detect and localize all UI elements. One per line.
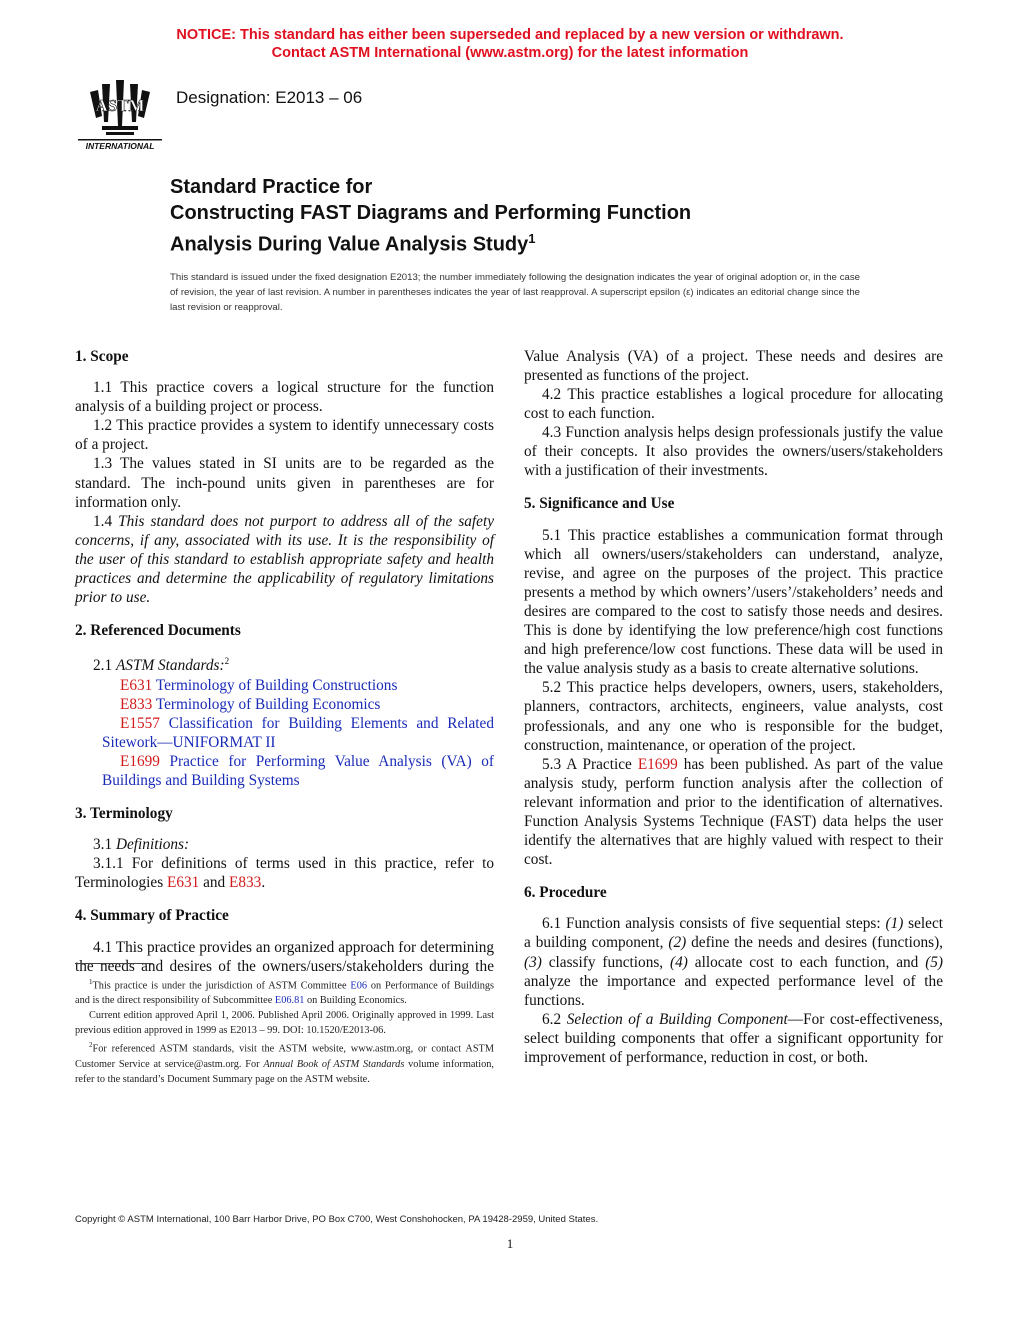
- paragraph-5-2: 5.2 This practice helps developers, owners, users, stakeholders, planners, contractors, architects, engineers, value analysts, cost professionals, and any one who is responsible for the budget, construction, maintenance, or operation of the project.: [524, 679, 943, 754]
- reference-item[interactable]: E1557 Classification for Building Elements and Related Sitework—UNIFORMAT II: [102, 714, 494, 751]
- paragraph-6-2: 6.2 Selection of a Building Component—For cost-effectiveness, select building components that offer a significant opportunity for improvement of performance, reduction in cost, or both.: [524, 1010, 943, 1066]
- reference-item[interactable]: E1699 Practice for Performing Value Analysis (VA) of Buildings and Building Systems: [102, 752, 495, 789]
- paragraph-5-1: 5.1 This practice establishes a communication format through which all owners/users/stakeholders can understand, analyze, revise, and agree on the purposes of the project. This practice presents a method by which owners’/users’/stakeholders’ needs and desires are compared to the cost to satisfy those needs and desires. This is done by identifying the low preference/high cost functions and high preference/low cost functions. These data will be used in the value analysis study as a basis to create alternative solutions.: [524, 526, 943, 678]
- paragraph-5-3: 5.3 A Practice E1699 has been published. As part of the value analysis study, perform function analysis after the collection of relevant information and prior to the identification of alternatives. Function Analysis Systems Technique (FAST) data helps the user identify the alternatives that are highly valued with respect to their cost.: [524, 755, 944, 869]
- astm-logo: [72, 76, 164, 152]
- logo-letters: ASTM: [95, 96, 145, 115]
- section-heading-procedure: 6. Procedure: [524, 884, 607, 902]
- section-heading-terminology: 3. Terminology: [75, 805, 173, 823]
- title-line-2: Constructing FAST Diagrams and Performing Function: [170, 202, 692, 224]
- paragraph-1-4: 1.4 This standard does not purport to address all of the safety concerns, if any, associated with its use. It is the responsibility of the user of this standard to establish appropriate safety and health practices and determine the applicability of regulatory limitations prior to use.: [75, 512, 495, 607]
- title-footnote-marker: 1: [528, 231, 536, 246]
- link-e06[interactable]: E06: [350, 980, 367, 992]
- page-number: 1: [506, 1236, 514, 1251]
- title-line-1: Standard Practice for: [170, 176, 373, 198]
- withdrawal-notice: [0, 26, 1020, 62]
- section-heading-scope: 1. Scope: [75, 348, 129, 365]
- paragraph-4-1: 4.1 This practice provides an organized approach for determining the needs and desires of the owners/users/stakeholders during the: [75, 938, 494, 975]
- paragraph-4-3: 4.3 Function analysis helps design professionals justify the value of their concepts. It also provides the owners/users/stakeholders with a justification of their investments.: [524, 424, 943, 480]
- footnotes: [75, 975, 494, 1087]
- footnote-rule: [75, 963, 153, 964]
- paragraph-1-3: 1.3 The values stated in SI units are to be regarded as the standard. The inch-pound units given in parentheses are for information only.: [75, 455, 494, 511]
- section-heading-summary: 4. Summary of Practice: [75, 907, 229, 925]
- notice-line-2: Contact ASTM International (www.astm.org) for the latest information: [271, 45, 749, 61]
- copyright: Copyright © ASTM International, 100 Barr Harbor Drive, PO Box C700, West Conshohocken, PA 19428-2959, United States.: [75, 1214, 599, 1225]
- paragraph-3-1: 3.1 Definitions:: [93, 836, 190, 854]
- title-line-3: Analysis During Value Analysis Study$^1$: [170, 231, 536, 256]
- link-e1699[interactable]: E1699: [637, 755, 678, 773]
- footnote-1-edition: Current edition approved April 1, 2006. Published April 2006. Originally approved in 1999. Last previous edition approved in 1999 as E2013 – 99. DOI: 10.1520/E2013-06.: [75, 1010, 494, 1037]
- paragraph-1-2: 1.2 This practice provides a system to identify unnecessary costs of a project.: [75, 417, 494, 454]
- paragraph-1-1: 1.1 This practice covers a logical structure for the function analysis of a building project or process.: [75, 379, 494, 416]
- link-e833[interactable]: E833: [229, 874, 262, 892]
- footnote-1: $^1$This practice is under the jurisdiction of ASTM Committee E06 on Performance of Buildings and is the direct responsibility of Subcommittee E06.81 on Building Economics.: [75, 978, 495, 1007]
- reference-item[interactable]: E833 Terminology of Building Economics: [120, 695, 381, 713]
- paragraph-3-1-1: 3.1.1 For definitions of terms used in this practice, refer to Terminologies E631 and E833.: [75, 855, 494, 892]
- left-column: [75, 347, 494, 976]
- designation: Designation: E2013 – 06: [176, 88, 363, 107]
- paragraph-2-1: 2.1 ASTM Standards:$^2$: [93, 656, 230, 675]
- astm-logo-mark: [72, 76, 164, 152]
- paragraph-6-1: 6.1 Function analysis consists of five sequential steps: (1) select a building component, (2) define the needs and desires (functions), (3) classify functions, (4) allocate cost to each function, and (5) analyze the importance and expected performance level of the functions.: [524, 915, 944, 1009]
- issued-note: This standard is issued under the fixed designation E2013; the number immediately following the designation indicates the year of original adoption or, in the case of revision, the year of last revision. A number in parentheses indicates the year of last reapproval. A superscript epsilon (ε) indicates an editorial change since the last revision or reapproval.: [170, 272, 860, 313]
- section-heading-referenced-documents: 2. Referenced Documents: [75, 622, 241, 640]
- logo-subtext: INTERNATIONAL: [85, 141, 155, 151]
- link-e631[interactable]: E631: [166, 874, 200, 892]
- paragraph-4-2: 4.2 This practice establishes a logical procedure for allocating cost to each function.: [524, 386, 943, 423]
- notice-line-1: NOTICE: This standard has either been superseded and replaced by a new version or withdrawn.: [176, 27, 844, 43]
- link-e06-81[interactable]: E06.81: [274, 995, 305, 1007]
- section-heading-significance: 5. Significance and Use: [524, 495, 675, 513]
- document-title: [170, 174, 870, 258]
- footnote-2: $^2$For referenced ASTM standards, visit the ASTM website, www.astm.org, or contact ASTM Customer Service at service@astm.org. For Annual Book of ASTM Standards volume information, refer to the standard’s Document Summary page on the ASTM website.: [75, 1041, 494, 1085]
- paragraph-4-1-continued: Value Analysis (VA) of a project. These needs and desires are presented as functions of the project.: [524, 348, 943, 385]
- right-column: [524, 347, 943, 1067]
- reference-item[interactable]: E631 Terminology of Building Constructions: [120, 676, 398, 694]
